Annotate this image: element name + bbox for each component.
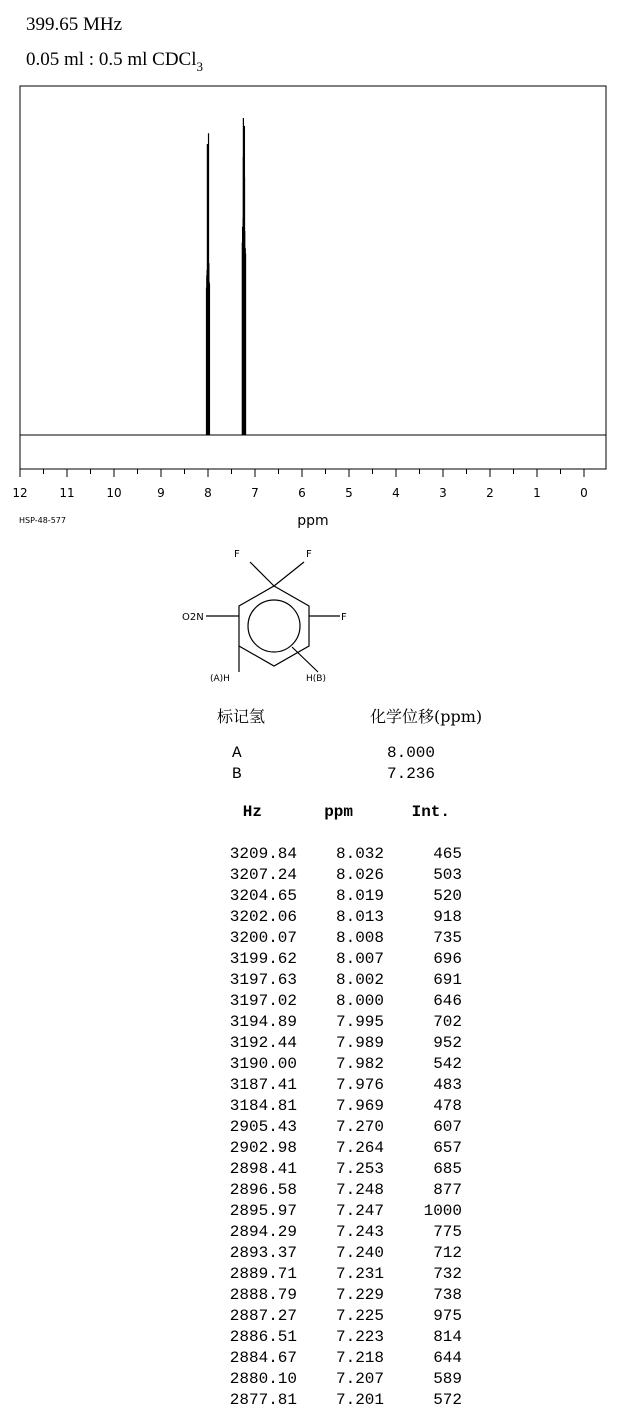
atom-F1: F (234, 549, 240, 560)
atom-HA: (A)H (210, 674, 230, 684)
peak-table-cell: 7.207 (336, 1370, 385, 1388)
peak-table-cell: 520 (433, 887, 462, 905)
x-tick-label: 4 (392, 486, 400, 500)
atom-F2: F (306, 549, 312, 560)
aromatic-circle (248, 600, 300, 652)
peak-table-cell: 572 (433, 1391, 462, 1409)
peak-table-cell: 2887.27 (229, 1307, 298, 1325)
peak-table-cell: 685 (433, 1160, 462, 1178)
peak-table-cell: 478 (433, 1097, 462, 1115)
peak-table-cell: 2902.98 (229, 1139, 298, 1157)
peak-table-cell: 7.201 (336, 1391, 385, 1409)
peak-table-cell: 2880.10 (229, 1370, 298, 1388)
peak-table-cell: 646 (433, 992, 462, 1010)
peak-table-cell: 3197.02 (229, 992, 298, 1010)
peak-table-cell: 712 (433, 1244, 462, 1262)
peak-table-cell: 7.270 (336, 1118, 385, 1136)
peak-table-cell: 952 (433, 1034, 462, 1052)
peak-table-cell: 7.243 (336, 1223, 385, 1241)
x-tick-label: 12 (12, 486, 28, 500)
atom-F3: F (341, 612, 347, 623)
atom-NO2: O2N (182, 612, 204, 623)
x-tick-label: 10 (106, 486, 122, 500)
peak-table-cell: 7.218 (336, 1349, 385, 1367)
peak-table-cell: 2895.97 (229, 1202, 298, 1220)
x-tick-label: 7 (251, 486, 259, 500)
peak-table-cell: 8.008 (336, 929, 385, 947)
x-tick-label: 3 (439, 486, 447, 500)
peak-table-cell: 2893.37 (229, 1244, 298, 1262)
peak-table-cell: 503 (433, 866, 462, 884)
shift-row-b-value: 7.236 (387, 765, 436, 783)
peak-table-cell: 7.969 (336, 1097, 385, 1115)
peak-table-cell: 1000 (423, 1202, 462, 1220)
peak-table-cell: 3190.00 (229, 1055, 298, 1073)
peak-table-cell: 657 (433, 1139, 462, 1157)
peak-table-cell: 8.019 (336, 887, 385, 905)
peak-table-cell: 814 (433, 1328, 462, 1346)
peak-table-cell: 7.248 (336, 1181, 385, 1199)
peak-table-cell: 3187.41 (229, 1076, 298, 1094)
peak-table-cell: 2886.51 (229, 1328, 298, 1346)
peak-table-cell: 691 (433, 971, 462, 989)
shift-row-b-label: B (232, 765, 242, 783)
peak-table-cell: 3197.63 (229, 971, 298, 989)
peak-table-cell: 3204.65 (229, 887, 298, 905)
peak-table-cell: 3207.24 (229, 866, 298, 884)
x-axis-label: ppm (297, 513, 329, 529)
peak-table-cell: 7.223 (336, 1328, 385, 1346)
peak-table-cell: 738 (433, 1286, 462, 1304)
peak-table-cell: 607 (433, 1118, 462, 1136)
peak-table-cell: 696 (433, 950, 462, 968)
peak-table-cell: 7.989 (336, 1034, 385, 1052)
peak-table-cell: 2905.43 (229, 1118, 298, 1136)
solvent-text: 0.05 ml : 0.5 ml CDCl (26, 49, 197, 70)
peak-table-cell: 732 (433, 1265, 462, 1283)
peak-table-cell: 3200.07 (229, 929, 298, 947)
x-tick-label: 11 (59, 486, 75, 500)
peak-table-cell: 7.229 (336, 1286, 385, 1304)
peak-table-cell: 775 (433, 1223, 462, 1241)
peak-table-cell: 3202.06 (229, 908, 298, 926)
shift-col2-header: 化学位移(ppm) (370, 707, 483, 726)
peak-table-cell: 483 (433, 1076, 462, 1094)
peak-table-cell: 644 (433, 1349, 462, 1367)
peak-table-cell: 2898.41 (229, 1160, 298, 1178)
peak-table-cell: 877 (433, 1181, 462, 1199)
peak-table-cell: 702 (433, 1013, 462, 1031)
x-tick-label: 0 (580, 486, 588, 500)
peak-table-header: Int. (411, 803, 450, 821)
peak-table-cell: 7.247 (336, 1202, 385, 1220)
x-tick-label: 9 (157, 486, 165, 500)
peak-table-cell: 3209.84 (229, 845, 298, 863)
peak-table-cell: 3184.81 (229, 1097, 298, 1115)
peak-table-cell: 2884.67 (229, 1349, 298, 1367)
peak-table-cell: 2888.79 (229, 1286, 298, 1304)
peak-table-cell: 8.002 (336, 971, 385, 989)
peak-table-cell: 918 (433, 908, 462, 926)
peak-table-header: Hz (242, 803, 262, 821)
peak-table-cell: 7.253 (336, 1160, 385, 1178)
peak-table-cell: 8.032 (336, 845, 385, 863)
peak-table-cell: 2896.58 (229, 1181, 298, 1199)
shift-row-a-value: 8.000 (387, 744, 436, 762)
x-tick-label: 5 (345, 486, 353, 500)
peak-table-cell: 7.995 (336, 1013, 385, 1031)
peak-table-cell: 8.000 (336, 992, 385, 1010)
peak-table-cell: 7.225 (336, 1307, 385, 1325)
peak-table-cell: 542 (433, 1055, 462, 1073)
peak-table-cell: 735 (433, 929, 462, 947)
atom-HB: H(B) (306, 674, 326, 684)
peak-table-cell: 589 (433, 1370, 462, 1388)
shift-row-a-label: A (232, 744, 242, 762)
peak-table-cell: 7.240 (336, 1244, 385, 1262)
peak-table-cell: 465 (433, 845, 462, 863)
peak-table-cell: 3192.44 (229, 1034, 298, 1052)
frequency-label: 399.65 MHz (26, 14, 123, 35)
peak-table-cell: 3194.89 (229, 1013, 298, 1031)
x-tick-label: 2 (486, 486, 494, 500)
peak-table-header: ppm (324, 803, 353, 821)
peak-table-cell: 2877.81 (229, 1391, 298, 1409)
peak-table-cell: 3199.62 (229, 950, 298, 968)
peak-table-cell: 8.026 (336, 866, 385, 884)
bond-F1 (250, 562, 274, 586)
peak-table-cell: 8.007 (336, 950, 385, 968)
peak-table-cell: 7.976 (336, 1076, 385, 1094)
peak-table-cell: 7.264 (336, 1139, 385, 1157)
solvent-subscript: 3 (196, 59, 203, 74)
x-tick-label: 8 (204, 486, 212, 500)
shift-col1-header: 标记氢 (217, 707, 266, 726)
x-tick-label: 1 (533, 486, 541, 500)
x-tick-label: 6 (298, 486, 306, 500)
peak-table-cell: 2894.29 (229, 1223, 298, 1241)
spectrum-code: HSP-48-577 (19, 516, 66, 525)
peak-table-cell: 8.013 (336, 908, 385, 926)
bond-HB (292, 647, 318, 672)
peak-table-cell: 7.231 (336, 1265, 385, 1283)
peak-table-cell: 7.982 (336, 1055, 385, 1073)
bond-F2 (274, 562, 304, 586)
peak-table-cell: 975 (433, 1307, 462, 1325)
peak-table-cell: 2889.71 (229, 1265, 298, 1283)
molecule-structure (0, 0, 626, 700)
